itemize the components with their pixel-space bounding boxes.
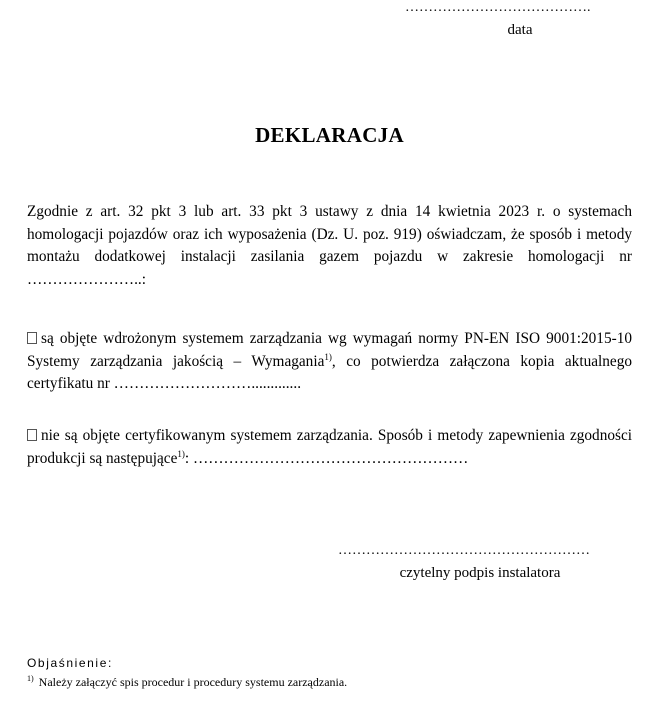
footnote	[27, 674, 347, 690]
option-not-certified	[27, 425, 632, 470]
document-title: DEKLARACJA	[255, 123, 404, 147]
option-1-text: są objęte wdrożonym systemem zarządzania wg wymagań normy PN-EN ISO 9001:2015-10 Systemy zarządzania jakością – Wymagania	[27, 330, 632, 370]
signature-label: czytelny podpis instalatora	[399, 565, 561, 581]
footnote-mark: 1)	[27, 674, 34, 683]
footnote-ref-2: 1)	[177, 448, 185, 459]
checkbox-certified-system[interactable]	[27, 332, 37, 344]
option-2-text-after: : ………………………………………………	[184, 449, 469, 467]
intro-paragraph: Zgodnie z art. 32 pkt 3 lub art. 33 pkt 3 ustawy z dnia 14 kwietnia 2023 r. o systemach homologacji pojazdów oraz ich wyposażenia (Dz. U. poz. 919) oświadczam, że sposób i metody montażu dodatkowej instalacji zasilania gazem pojazdu w zakresie homologacji nr …………………..:	[27, 203, 632, 288]
date-label: data	[507, 22, 533, 38]
footnote-text: Należy załączyć spis procedur i procedury systemu zarządzania.	[38, 675, 348, 689]
option-certified-system	[27, 328, 632, 396]
date-field-dots: ………………………………….	[405, 0, 591, 15]
footnote-ref-1: 1)	[324, 351, 332, 362]
checkbox-not-certified[interactable]	[27, 429, 37, 441]
notes-title: Objaśnienie:	[27, 656, 113, 670]
signature-field-dots: ………………………………………………	[338, 543, 590, 558]
option-1-text-after: , co potwierdza załączona kopia aktualnego certyfikatu nr ……………………….............	[27, 352, 633, 392]
option-2-text: nie są objęte certyfikowanym systemem zarządzania. Sposób i metody zapewnienia zgodności produkcji są następujące	[27, 427, 632, 467]
